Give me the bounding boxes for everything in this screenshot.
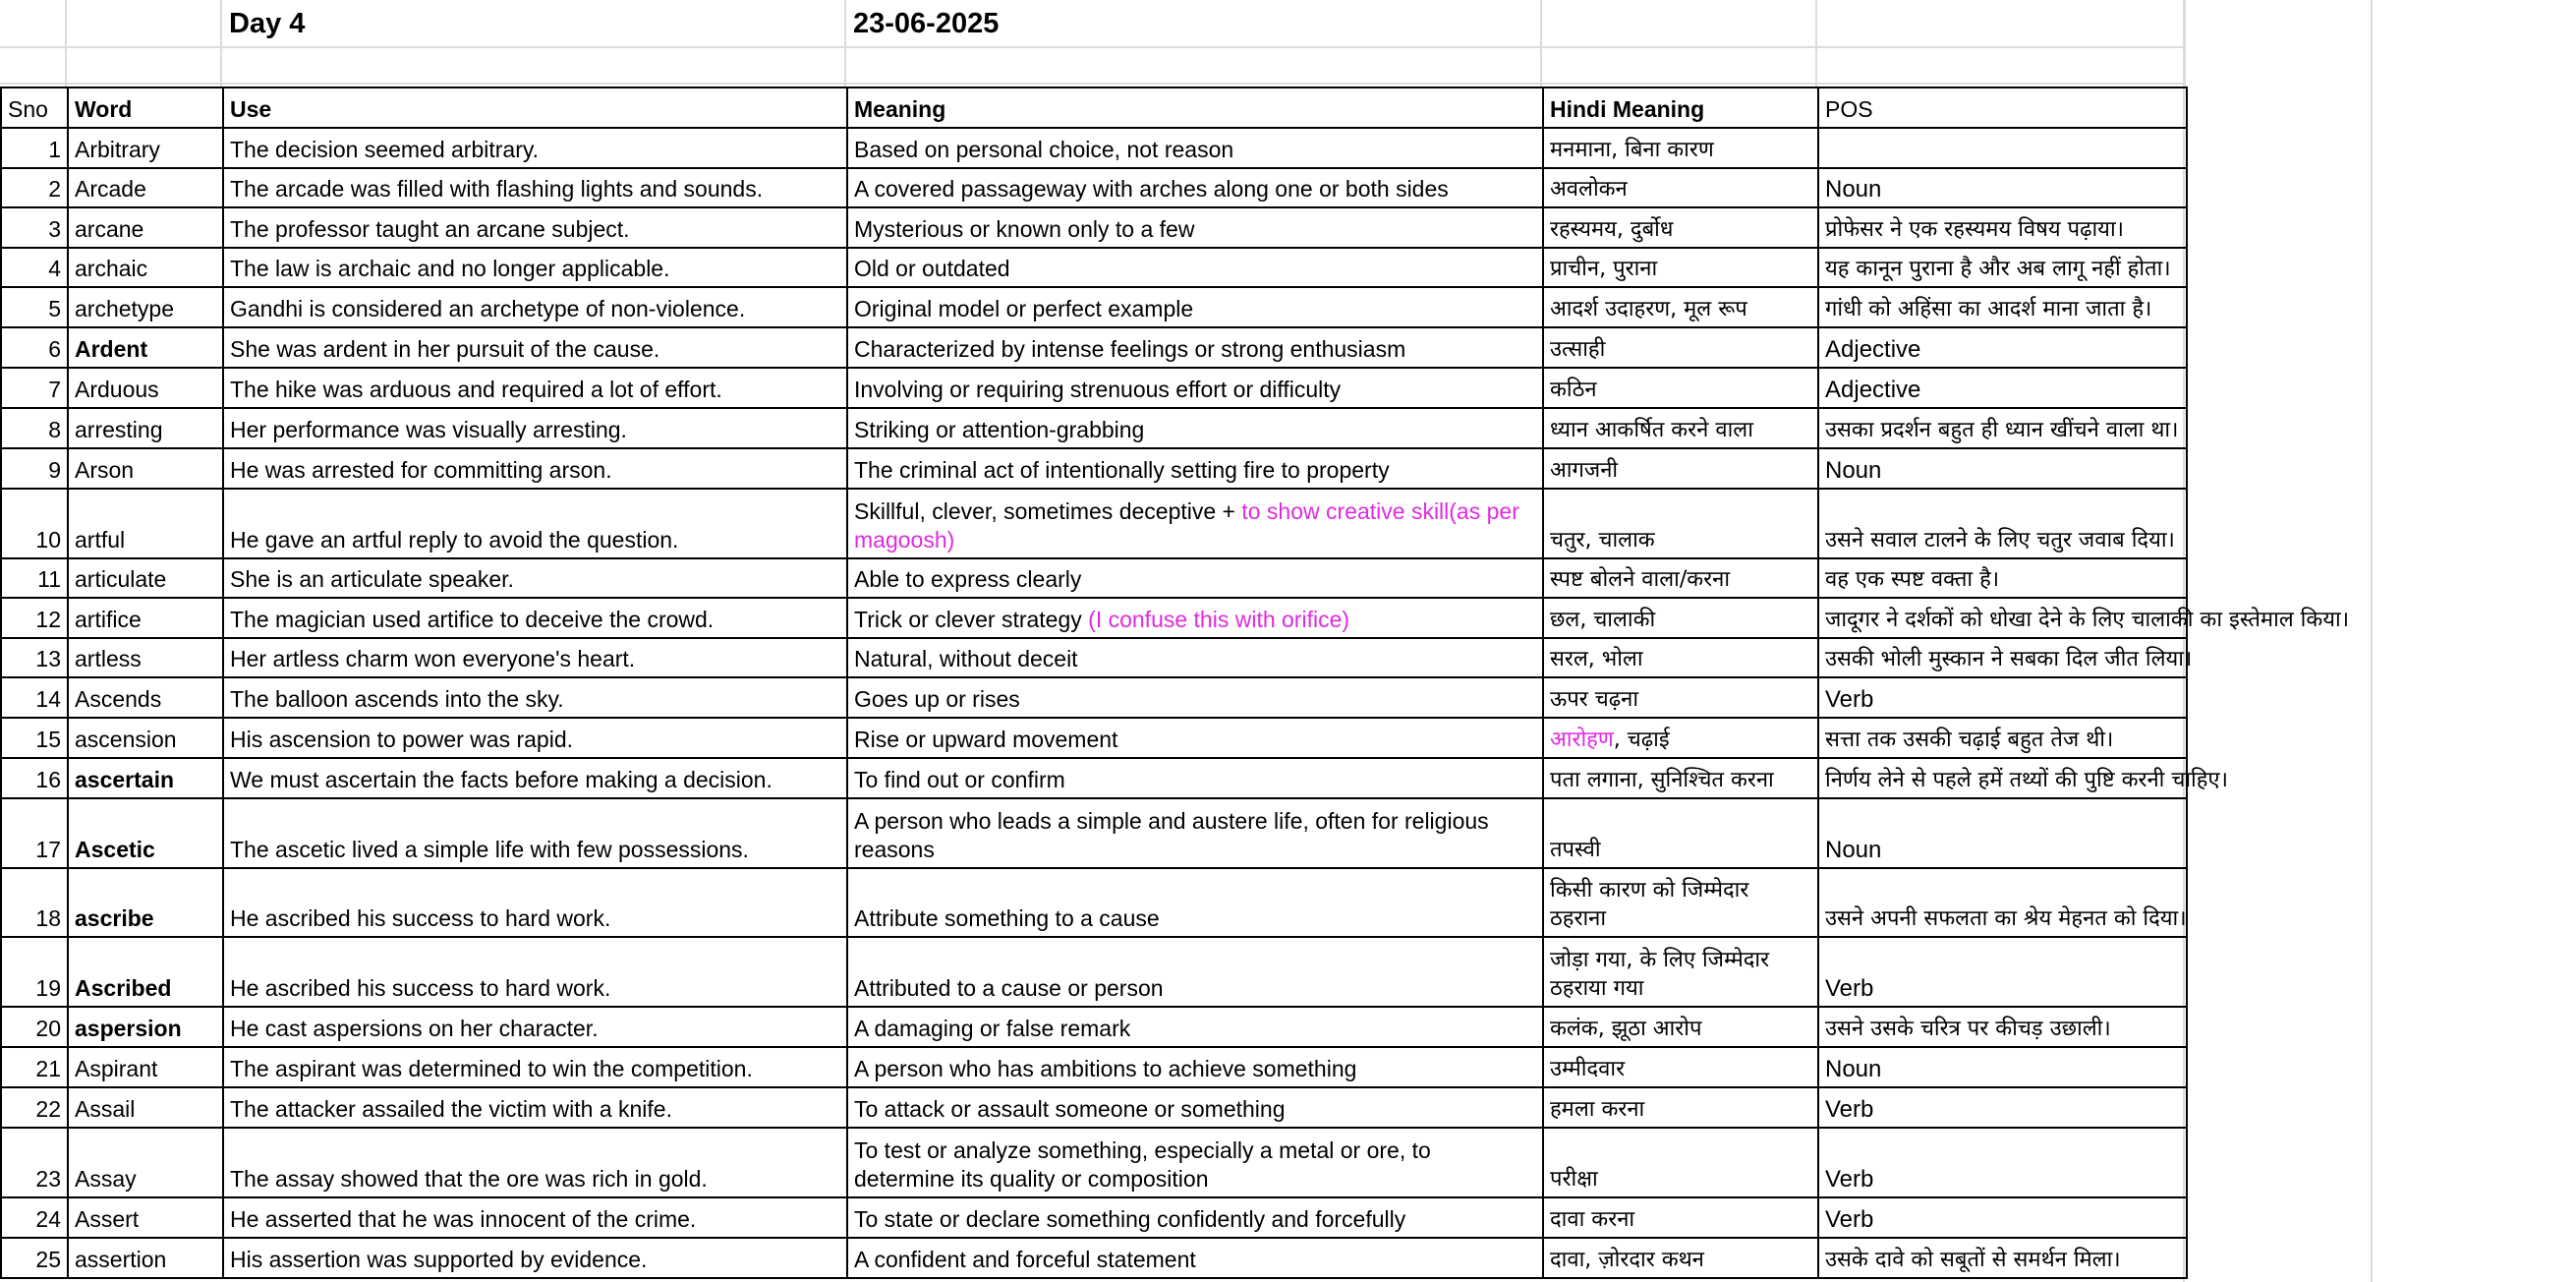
header-cell-a[interactable] bbox=[0, 0, 67, 87]
meaning-text: Skillful, clever, sometimes deceptive + bbox=[854, 498, 1242, 524]
hindi-text: आगजनी bbox=[1550, 458, 1619, 483]
pos-cell[interactable]: वह एक स्पष्ट वक्ता है। bbox=[1818, 558, 2187, 598]
word-cell[interactable]: Ardent bbox=[68, 327, 223, 368]
sno-cell[interactable]: 2 bbox=[1, 168, 68, 207]
table-row bbox=[1, 1047, 2187, 1087]
table-row bbox=[1, 327, 2187, 368]
meaning-cell[interactable] bbox=[847, 1128, 1543, 1197]
hindi-text: जोड़ा गया, के लिए जिम्मेदार ठहराया गया bbox=[1550, 948, 1770, 1001]
pos-cell[interactable]: उसने उसके चरित्र पर कीचड़ उछाली। bbox=[1818, 1007, 2187, 1047]
table-row bbox=[1, 758, 2187, 798]
meaning-cell[interactable] bbox=[847, 677, 1543, 718]
use-cell[interactable]: Her artless charm won everyone's heart. bbox=[223, 638, 847, 677]
table-row bbox=[1, 489, 2187, 558]
meaning-cell[interactable] bbox=[847, 327, 1543, 368]
hindi-meaning-cell[interactable] bbox=[1543, 1197, 1818, 1238]
hindi-meaning-cell[interactable] bbox=[1543, 408, 1818, 448]
use-cell[interactable]: The decision seemed arbitrary. bbox=[223, 128, 847, 168]
pos-cell[interactable] bbox=[1818, 128, 2187, 168]
word-cell[interactable]: archetype bbox=[68, 287, 223, 327]
table-row bbox=[1, 1128, 2187, 1197]
pos-cell[interactable]: Adjective bbox=[1818, 327, 2187, 368]
use-cell[interactable]: We must ascertain the facts before making a decision. bbox=[223, 758, 847, 798]
sno-cell[interactable]: 16 bbox=[1, 758, 68, 798]
use-cell[interactable]: The arcade was filled with flashing lights and sounds. bbox=[223, 168, 847, 207]
hindi-text: ऊपर चढ़ना bbox=[1550, 687, 1639, 712]
sno-cell[interactable]: 5 bbox=[1, 287, 68, 327]
meaning-cell[interactable] bbox=[847, 368, 1543, 408]
table-row bbox=[1, 448, 2187, 489]
sno-cell[interactable]: 3 bbox=[1, 207, 68, 248]
table-row bbox=[1, 1007, 2187, 1047]
use-cell[interactable]: He was arrested for committing arson. bbox=[223, 448, 847, 489]
pos-cell[interactable]: उसकी भोली मुस्कान ने सबका दिल जीत लिया। bbox=[1818, 638, 2187, 677]
word-cell[interactable]: ascertain bbox=[68, 758, 223, 798]
sno-cell[interactable]: 1 bbox=[1, 128, 68, 168]
meaning-text: The criminal act of intentionally setting fire to property bbox=[854, 457, 1390, 483]
hindi-meaning-cell[interactable] bbox=[1543, 718, 1818, 758]
hindi-note: आरोहण bbox=[1550, 728, 1614, 752]
pos-cell[interactable]: Verb bbox=[1818, 1197, 2187, 1238]
date-label[interactable]: 23-06-2025 bbox=[853, 8, 1000, 39]
sno-cell[interactable]: 13 bbox=[1, 638, 68, 677]
table-row bbox=[1, 1238, 2187, 1278]
meaning-header[interactable]: Meaning bbox=[847, 87, 1543, 128]
pos-cell[interactable]: Noun bbox=[1818, 448, 2187, 489]
table-row bbox=[1, 128, 2187, 168]
word-cell[interactable]: Arduous bbox=[68, 368, 223, 408]
meaning-cell[interactable] bbox=[847, 408, 1543, 448]
meaning-text: Old or outdated bbox=[854, 256, 1010, 281]
meaning-cell[interactable] bbox=[847, 1238, 1543, 1278]
header-cell-f[interactable] bbox=[1817, 0, 2186, 87]
meaning-cell[interactable] bbox=[847, 758, 1543, 798]
sno-cell[interactable]: 17 bbox=[1, 798, 68, 868]
meaning-text: Involving or requiring strenuous effort or difficulty bbox=[854, 377, 1342, 402]
hindi-text: आदर्श उदाहरण, मूल रूप bbox=[1550, 297, 1747, 321]
meaning-text: A damaging or false remark bbox=[854, 1016, 1131, 1041]
meaning-text: A person who has ambitions to achieve something bbox=[854, 1056, 1357, 1081]
pos-cell[interactable]: Verb bbox=[1818, 677, 2187, 718]
sno-cell[interactable]: 21 bbox=[1, 1047, 68, 1087]
hindi-text: परीक्षा bbox=[1550, 1167, 1598, 1192]
meaning-text: Natural, without deceit bbox=[854, 646, 1078, 671]
meaning-text: A person who leads a simple and austere life, often for religious reasons bbox=[854, 808, 1489, 862]
meaning-text: A confident and forceful statement bbox=[854, 1247, 1196, 1272]
meaning-text: Trick or clever strategy bbox=[854, 607, 1089, 632]
word-cell[interactable]: artless bbox=[68, 638, 223, 677]
pos-cell[interactable]: गांधी को अहिंसा का आदर्श माना जाता है। bbox=[1818, 287, 2187, 327]
meaning-text: Rise or upward movement bbox=[854, 727, 1118, 752]
meaning-text: To state or declare something confidently and forcefully bbox=[854, 1206, 1406, 1232]
hindi-text: चतुर, चालाक bbox=[1550, 528, 1655, 553]
header-cell-b[interactable] bbox=[67, 0, 222, 87]
table-row bbox=[1, 638, 2187, 677]
meaning-note: (I confuse this with orifice) bbox=[1088, 607, 1350, 632]
hindi-meaning-cell[interactable] bbox=[1543, 558, 1818, 598]
word-cell[interactable]: arcane bbox=[68, 207, 223, 248]
table-row bbox=[1, 1197, 2187, 1238]
use-header[interactable]: Use bbox=[223, 87, 847, 128]
hindi-meaning-cell[interactable] bbox=[1543, 937, 1818, 1007]
use-cell[interactable]: He ascribed his success to hard work. bbox=[223, 868, 847, 937]
hindi-meaning-cell[interactable] bbox=[1543, 168, 1818, 207]
hindi-text: सरल, भोला bbox=[1550, 647, 1643, 671]
pos-cell[interactable]: निर्णय लेने से पहले हमें तथ्यों की पुष्टि करनी चाहिए। bbox=[1818, 758, 2187, 798]
hindi-text: रहस्यमय, दुर्बोध bbox=[1550, 217, 1674, 242]
table-row bbox=[1, 368, 2187, 408]
meaning-cell[interactable] bbox=[847, 598, 1543, 638]
sno-cell[interactable]: 18 bbox=[1, 868, 68, 937]
use-cell[interactable]: The professor taught an arcane subject. bbox=[223, 207, 847, 248]
meaning-cell[interactable] bbox=[847, 638, 1543, 677]
use-cell[interactable]: The attacker assailed the victim with a knife. bbox=[223, 1087, 847, 1128]
use-cell[interactable]: The hike was arduous and required a lot of effort. bbox=[223, 368, 847, 408]
meaning-text: To test or analyze something, especially a metal or ore, to determine its quality or composition bbox=[854, 1137, 1431, 1192]
hindi-text: स्पष्ट बोलने वाला/करना bbox=[1550, 567, 1731, 592]
hindi-meaning-cell[interactable] bbox=[1543, 207, 1818, 248]
use-cell[interactable]: He gave an artful reply to avoid the question. bbox=[223, 489, 847, 558]
pos-cell[interactable]: Adjective bbox=[1818, 368, 2187, 408]
use-cell[interactable]: He cast aspersions on her character. bbox=[223, 1007, 847, 1047]
word-cell[interactable]: artifice bbox=[68, 598, 223, 638]
meaning-text: To find out or confirm bbox=[854, 767, 1065, 792]
use-cell[interactable]: His ascension to power was rapid. bbox=[223, 718, 847, 758]
meaning-text: Based on personal choice, not reason bbox=[854, 137, 1234, 162]
table-row bbox=[1, 868, 2187, 937]
sno-cell[interactable]: 10 bbox=[1, 489, 68, 558]
pos-cell[interactable]: Noun bbox=[1818, 168, 2187, 207]
hindi-text: अवलोकन bbox=[1550, 177, 1628, 202]
hindi-meaning-cell[interactable] bbox=[1543, 1047, 1818, 1087]
meaning-text: Attributed to a cause or person bbox=[854, 975, 1164, 1001]
sno-cell[interactable]: 8 bbox=[1, 408, 68, 448]
sno-cell[interactable]: 9 bbox=[1, 448, 68, 489]
pos-cell[interactable]: Noun bbox=[1818, 1047, 2187, 1087]
word-cell[interactable]: Arson bbox=[68, 448, 223, 489]
day-label[interactable]: Day 4 bbox=[229, 8, 306, 39]
word-cell[interactable]: articulate bbox=[68, 558, 223, 598]
pos-cell[interactable]: उसका प्रदर्शन बहुत ही ध्यान खींचने वाला था। bbox=[1818, 408, 2187, 448]
sno-cell[interactable]: 25 bbox=[1, 1238, 68, 1278]
use-cell[interactable]: The assay showed that the ore was rich in gold. bbox=[223, 1128, 847, 1197]
word-cell[interactable]: Aspirant bbox=[68, 1047, 223, 1087]
word-cell[interactable]: arresting bbox=[68, 408, 223, 448]
meaning-cell[interactable] bbox=[847, 248, 1543, 287]
word-cell[interactable]: Assay bbox=[68, 1128, 223, 1197]
meaning-cell[interactable] bbox=[847, 798, 1543, 868]
sno-cell[interactable]: 20 bbox=[1, 1007, 68, 1047]
hindi-text: तपस्वी bbox=[1550, 838, 1601, 862]
meaning-text: Mysterious or known only to a few bbox=[854, 216, 1195, 242]
hindi-meaning-cell[interactable] bbox=[1543, 448, 1818, 489]
use-cell[interactable]: The law is archaic and no longer applicable. bbox=[223, 248, 847, 287]
meaning-note: to show creative skill(as per magoosh) bbox=[854, 498, 1519, 553]
word-cell[interactable]: Ascribed bbox=[68, 937, 223, 1007]
table-row bbox=[1, 937, 2187, 1007]
word-cell[interactable]: aspersion bbox=[68, 1007, 223, 1047]
table-row bbox=[1, 207, 2187, 248]
table-row bbox=[1, 558, 2187, 598]
hindi-meaning-cell[interactable] bbox=[1543, 677, 1818, 718]
hindi-meaning-cell[interactable] bbox=[1543, 868, 1818, 937]
table-row bbox=[1, 598, 2187, 638]
word-cell[interactable]: archaic bbox=[68, 248, 223, 287]
meaning-text: To attack or assault someone or something bbox=[854, 1096, 1286, 1122]
header-cell-e[interactable] bbox=[1542, 0, 1817, 87]
column-header-row bbox=[1, 87, 2187, 128]
sno-header[interactable]: Sno bbox=[1, 87, 68, 128]
meaning-cell[interactable] bbox=[847, 1007, 1543, 1047]
hindi-meaning-cell[interactable] bbox=[1543, 248, 1818, 287]
header-cell-c[interactable] bbox=[222, 0, 846, 87]
word-cell[interactable]: ascribe bbox=[68, 868, 223, 937]
hindi-text: ध्यान आकर्षित करने वाला bbox=[1550, 418, 1753, 442]
meaning-cell[interactable] bbox=[847, 207, 1543, 248]
use-cell[interactable]: Her performance was visually arresting. bbox=[223, 408, 847, 448]
meaning-cell[interactable] bbox=[847, 718, 1543, 758]
hindi-text: उत्साही bbox=[1550, 337, 1606, 362]
hindi-text: दावा, ज़ोरदार कथन bbox=[1550, 1248, 1704, 1272]
use-cell[interactable]: She is an articulate speaker. bbox=[223, 558, 847, 598]
use-cell[interactable]: Gandhi is considered an archetype of non-violence. bbox=[223, 287, 847, 327]
sno-cell[interactable]: 4 bbox=[1, 248, 68, 287]
word-cell[interactable]: Ascends bbox=[68, 677, 223, 718]
sno-cell[interactable]: 22 bbox=[1, 1087, 68, 1128]
meaning-cell[interactable] bbox=[847, 448, 1543, 489]
table-row bbox=[1, 248, 2187, 287]
meaning-text: A covered passageway with arches along one or both sides bbox=[854, 176, 1449, 202]
hindi-text: किसी कारण को जिम्मेदार ठहराना bbox=[1550, 878, 1749, 931]
pos-cell[interactable]: यह कानून पुराना है और अब लागू नहीं होता। bbox=[1818, 248, 2187, 287]
sno-cell[interactable]: 6 bbox=[1, 327, 68, 368]
meaning-text: Characterized by intense feelings or strong enthusiasm bbox=[854, 336, 1406, 362]
word-cell[interactable]: artful bbox=[68, 489, 223, 558]
word-header[interactable]: Word bbox=[68, 87, 223, 128]
hindi-text: पता लगाना, सुनिश्चित करना bbox=[1550, 768, 1774, 792]
pos-cell[interactable]: Verb bbox=[1818, 937, 2187, 1007]
pos-cell[interactable]: Noun bbox=[1818, 798, 2187, 868]
meaning-cell[interactable] bbox=[847, 1087, 1543, 1128]
hindi-meaning-cell[interactable] bbox=[1543, 1087, 1818, 1128]
hindi-meaning-cell[interactable] bbox=[1543, 638, 1818, 677]
use-cell[interactable]: She was ardent in her pursuit of the cause. bbox=[223, 327, 847, 368]
hindi-meaning-cell[interactable] bbox=[1543, 598, 1818, 638]
sno-cell[interactable]: 15 bbox=[1, 718, 68, 758]
hindi-meaning-cell[interactable] bbox=[1543, 368, 1818, 408]
pos-cell[interactable]: Verb bbox=[1818, 1087, 2187, 1128]
table-row bbox=[1, 168, 2187, 207]
use-cell[interactable]: The ascetic lived a simple life with few possessions. bbox=[223, 798, 847, 868]
word-cell[interactable]: ascension bbox=[68, 718, 223, 758]
hindi-text: हमला करना bbox=[1550, 1097, 1645, 1122]
hindi-meaning-cell[interactable] bbox=[1543, 1238, 1818, 1278]
word-cell[interactable]: Assail bbox=[68, 1087, 223, 1128]
pos-cell[interactable]: उसने अपनी सफलता का श्रेय मेहनत को दिया। bbox=[1818, 868, 2187, 937]
hindi-meaning-cell[interactable] bbox=[1543, 489, 1818, 558]
meaning-text: Able to express clearly bbox=[854, 566, 1082, 592]
hindi-meaning-cell[interactable] bbox=[1543, 327, 1818, 368]
vocabulary-table bbox=[0, 87, 2350, 1279]
sheet-header-area bbox=[0, 0, 2186, 87]
meaning-text: Striking or attention-grabbing bbox=[854, 417, 1145, 442]
use-cell[interactable]: He asserted that he was innocent of the crime. bbox=[223, 1197, 847, 1238]
table-row bbox=[1, 718, 2187, 758]
meaning-cell[interactable] bbox=[847, 489, 1543, 558]
sno-cell[interactable]: 11 bbox=[1, 558, 68, 598]
use-cell[interactable]: The aspirant was determined to win the competition. bbox=[223, 1047, 847, 1087]
sno-cell[interactable]: 7 bbox=[1, 368, 68, 408]
sno-cell[interactable]: 12 bbox=[1, 598, 68, 638]
word-cell[interactable]: Assert bbox=[68, 1197, 223, 1238]
meaning-cell[interactable] bbox=[847, 868, 1543, 937]
hindi-text: , चढ़ाई bbox=[1613, 728, 1670, 752]
hindi-text: उम्मीदवार bbox=[1550, 1057, 1626, 1081]
pos-cell[interactable]: उसने सवाल टालने के लिए चतुर जवाब दिया। bbox=[1818, 489, 2187, 558]
pos-cell[interactable]: Verb bbox=[1818, 1128, 2187, 1197]
meaning-cell[interactable] bbox=[847, 937, 1543, 1007]
table-row bbox=[1, 287, 2187, 327]
pos-header[interactable]: POS bbox=[1818, 87, 2187, 128]
hindi-text: दावा करना bbox=[1550, 1207, 1635, 1232]
meaning-cell[interactable] bbox=[847, 1197, 1543, 1238]
use-cell[interactable]: The balloon ascends into the sky. bbox=[223, 677, 847, 718]
hindi-meaning-cell[interactable] bbox=[1543, 1007, 1818, 1047]
use-cell[interactable]: The magician used artifice to deceive the crowd. bbox=[223, 598, 847, 638]
meaning-cell[interactable] bbox=[847, 287, 1543, 327]
table-row bbox=[1, 1087, 2187, 1128]
word-cell[interactable]: assertion bbox=[68, 1238, 223, 1278]
pos-cell[interactable]: सत्ता तक उसकी चढ़ाई बहुत तेज थी। bbox=[1818, 718, 2187, 758]
table-row bbox=[1, 798, 2187, 868]
meaning-cell[interactable] bbox=[847, 558, 1543, 598]
sno-cell[interactable]: 23 bbox=[1, 1128, 68, 1197]
table-row bbox=[1, 408, 2187, 448]
meaning-text: Goes up or rises bbox=[854, 686, 1020, 712]
meaning-cell[interactable] bbox=[847, 168, 1543, 207]
hindi-meaning-cell[interactable] bbox=[1543, 287, 1818, 327]
hindi-meaning-header[interactable]: Hindi Meaning bbox=[1543, 87, 1818, 128]
meaning-text: Original model or perfect example bbox=[854, 296, 1194, 321]
sno-cell[interactable]: 19 bbox=[1, 937, 68, 1007]
sno-cell[interactable]: 14 bbox=[1, 677, 68, 718]
hindi-meaning-cell[interactable] bbox=[1543, 798, 1818, 868]
use-cell[interactable]: He ascribed his success to hard work. bbox=[223, 937, 847, 1007]
hindi-text: प्राचीन, पुराना bbox=[1550, 257, 1658, 281]
meaning-cell[interactable] bbox=[847, 128, 1543, 168]
pos-cell[interactable]: जादूगर ने दर्शकों को धोखा देने के लिए चालाकी का इस्तेमाल किया। bbox=[1818, 598, 2187, 638]
hindi-meaning-cell[interactable] bbox=[1543, 758, 1818, 798]
sno-cell[interactable]: 24 bbox=[1, 1197, 68, 1238]
hindi-meaning-cell[interactable] bbox=[1543, 128, 1818, 168]
pos-cell[interactable]: उसके दावे को सबूतों से समर्थन मिला। bbox=[1818, 1238, 2187, 1278]
hindi-text: छल, चालाकी bbox=[1550, 608, 1656, 632]
table-row bbox=[1, 677, 2187, 718]
hindi-text: मनमाना, बिना कारण bbox=[1550, 138, 1714, 162]
meaning-text: Attribute something to a cause bbox=[854, 905, 1160, 931]
pos-cell[interactable]: प्रोफेसर ने एक रहस्यमय विषय पढ़ाया। bbox=[1818, 207, 2187, 248]
hindi-text: कठिन bbox=[1550, 378, 1597, 402]
word-cell[interactable]: Arcade bbox=[68, 168, 223, 207]
use-cell[interactable]: His assertion was supported by evidence. bbox=[223, 1238, 847, 1278]
hindi-meaning-cell[interactable] bbox=[1543, 1128, 1818, 1197]
word-cell[interactable]: Ascetic bbox=[68, 798, 223, 868]
word-cell[interactable]: Arbitrary bbox=[68, 128, 223, 168]
hindi-text: कलंक, झूठा आरोप bbox=[1550, 1017, 1702, 1041]
meaning-cell[interactable] bbox=[847, 1047, 1543, 1087]
